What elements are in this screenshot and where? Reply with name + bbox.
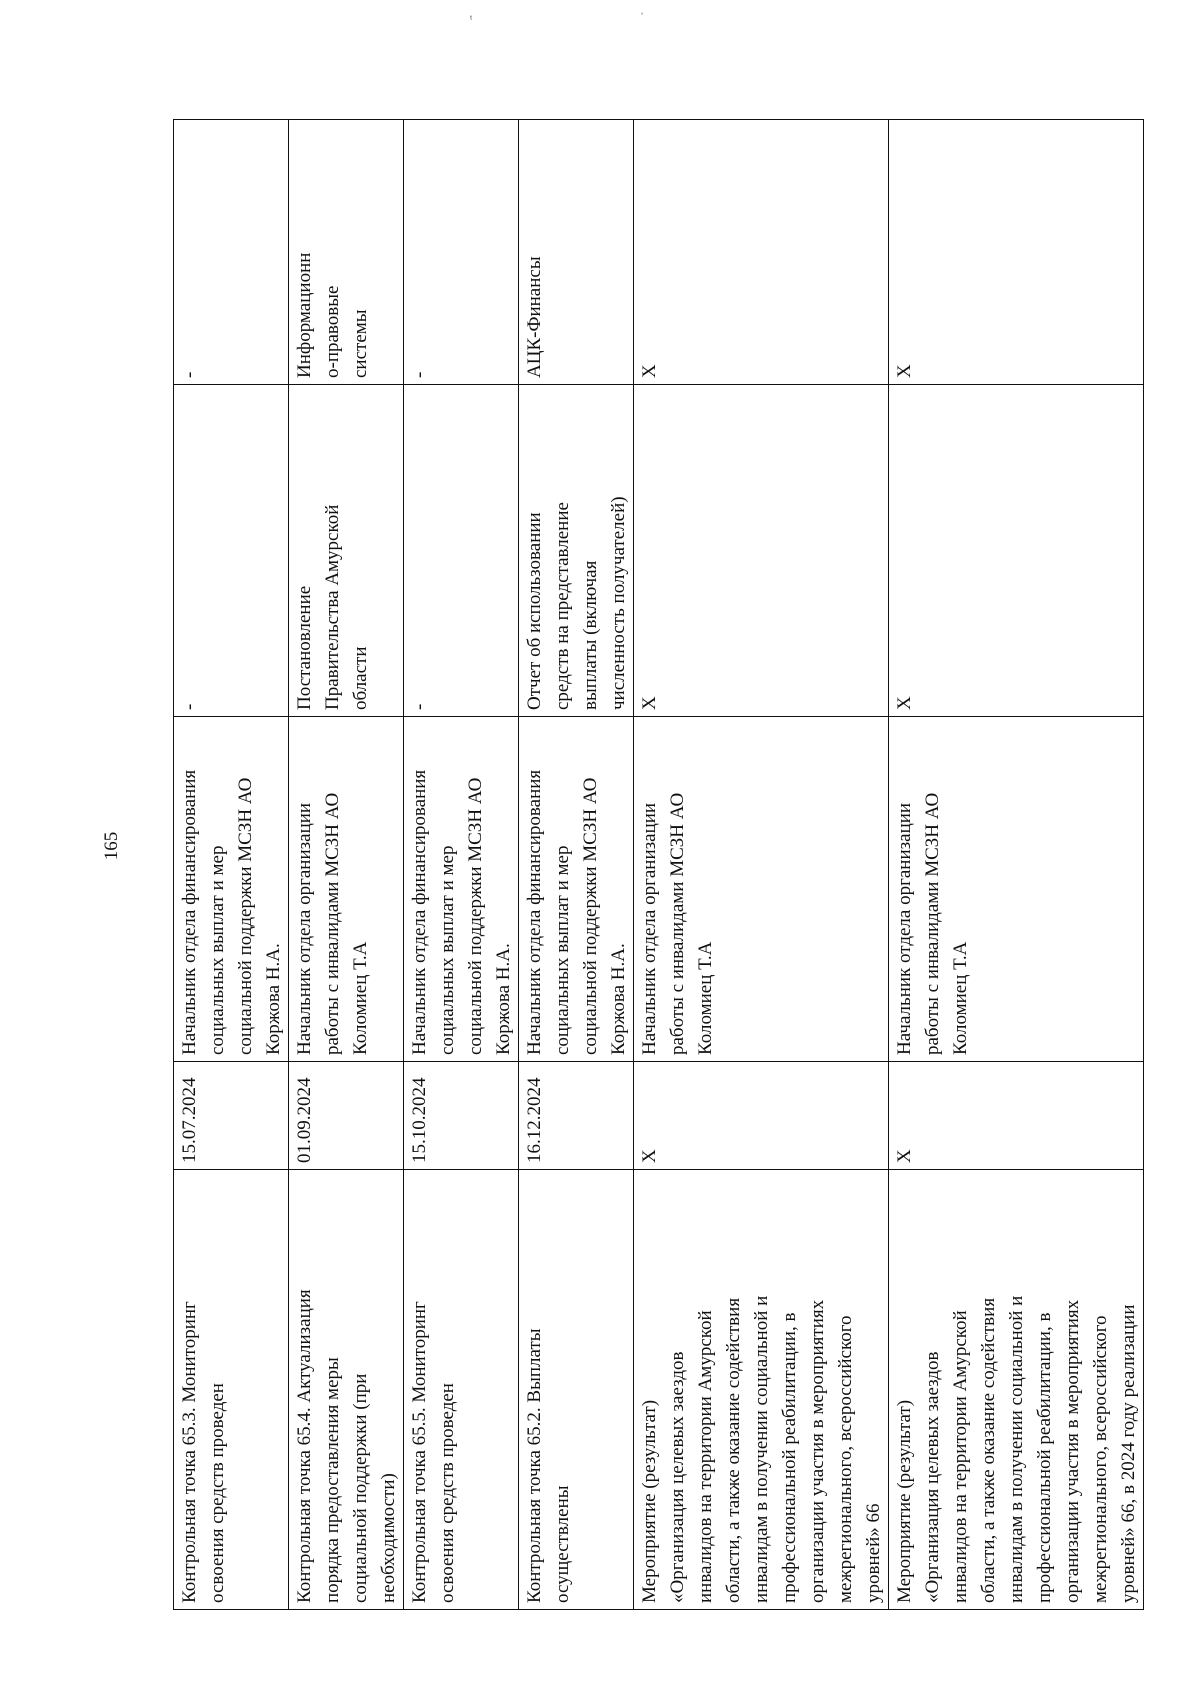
cell-name: Мероприятие (результат) «Организация целевых заездов инвалидов на территории Амурской области, а также оказание содействия инвалидам в получении социальной и профессиональной реабилитации, в организации участия в мероприятиях межрегионального, всероссийского уровней» 66, в 2024 году реализации xyxy=(889,1170,1144,1610)
cell-responsible: Начальник отдела финансирования социальных выплат и мер социальной поддержки МСЗН АО Коржова Н.А. xyxy=(404,717,519,1062)
cell-responsible: Начальник отдела финансирования социальных выплат и мер социальной поддержки МСЗН АО Коржова Н.А. xyxy=(519,717,634,1062)
cell-name: Контрольная точка 65.5. Мониторинг освоения средств проведен xyxy=(404,1170,519,1610)
cell-document: Х xyxy=(634,385,889,717)
table-row xyxy=(289,120,404,1610)
rotated-table-wrapper xyxy=(173,120,1139,1610)
cell-system: Информационн о-правовые системы xyxy=(289,120,404,385)
cell-system: Х xyxy=(889,120,1144,385)
cell-document: - xyxy=(404,385,519,717)
cell-document: Х xyxy=(889,385,1144,717)
table-row xyxy=(634,120,889,1610)
cell-document: Отчет об использовании средств на представление выплаты (включая численность получателей) xyxy=(519,385,634,717)
cell-system: - xyxy=(174,120,289,385)
cell-responsible: Начальник отдела организации работы с инвалидами МСЗН АО Коломиец Т.А xyxy=(289,717,404,1062)
page-number: 165 xyxy=(101,831,122,861)
cell-name: Мероприятие (результат) «Организация целевых заездов инвалидов на территории Амурской области, а также оказание содействия инвалидам в получении социальной и профессиональной реабилитации, в организации участия в мероприятиях межрегионального, всероссийского уровней» 66 xyxy=(634,1170,889,1610)
cell-date: 16.12.2024 xyxy=(519,1062,634,1170)
scan-speck: ᵗ xyxy=(470,12,473,26)
table-row xyxy=(404,120,519,1610)
cell-system: Х xyxy=(634,120,889,385)
table-row xyxy=(889,120,1144,1610)
cell-name: Контрольная точка 65.2. Выплаты осуществлены xyxy=(519,1170,634,1610)
cell-responsible: Начальник отдела организации работы с инвалидами МСЗН АО Коломиец Т.А xyxy=(889,717,1144,1062)
cell-responsible: Начальник отдела организации работы с инвалидами МСЗН АО Коломиец Т.А xyxy=(634,717,889,1062)
cell-document: Постановление Правительства Амурской области xyxy=(289,385,404,717)
cell-name: Контрольная точка 65.3. Мониторинг освоения средств проведен xyxy=(174,1170,289,1610)
scan-speck: ˈ xyxy=(640,10,644,24)
cell-date: 01.09.2024 xyxy=(289,1062,404,1170)
table-row xyxy=(519,120,634,1610)
control-points-table xyxy=(173,119,1144,1610)
table-row xyxy=(174,120,289,1610)
cell-date: Х xyxy=(889,1062,1144,1170)
cell-name: Контрольная точка 65.4. Актуализация порядка предоставления меры социальной поддержки (при необходимости) xyxy=(289,1170,404,1610)
cell-system: АЦК-Финансы xyxy=(519,120,634,385)
cell-date: 15.07.2024 xyxy=(174,1062,289,1170)
cell-date: Х xyxy=(634,1062,889,1170)
cell-system: - xyxy=(404,120,519,385)
cell-document: - xyxy=(174,385,289,717)
cell-date: 15.10.2024 xyxy=(404,1062,519,1170)
cell-responsible: Начальник отдела финансирования социальных выплат и мер социальной поддержки МСЗН АО Коржова Н.А. xyxy=(174,717,289,1062)
